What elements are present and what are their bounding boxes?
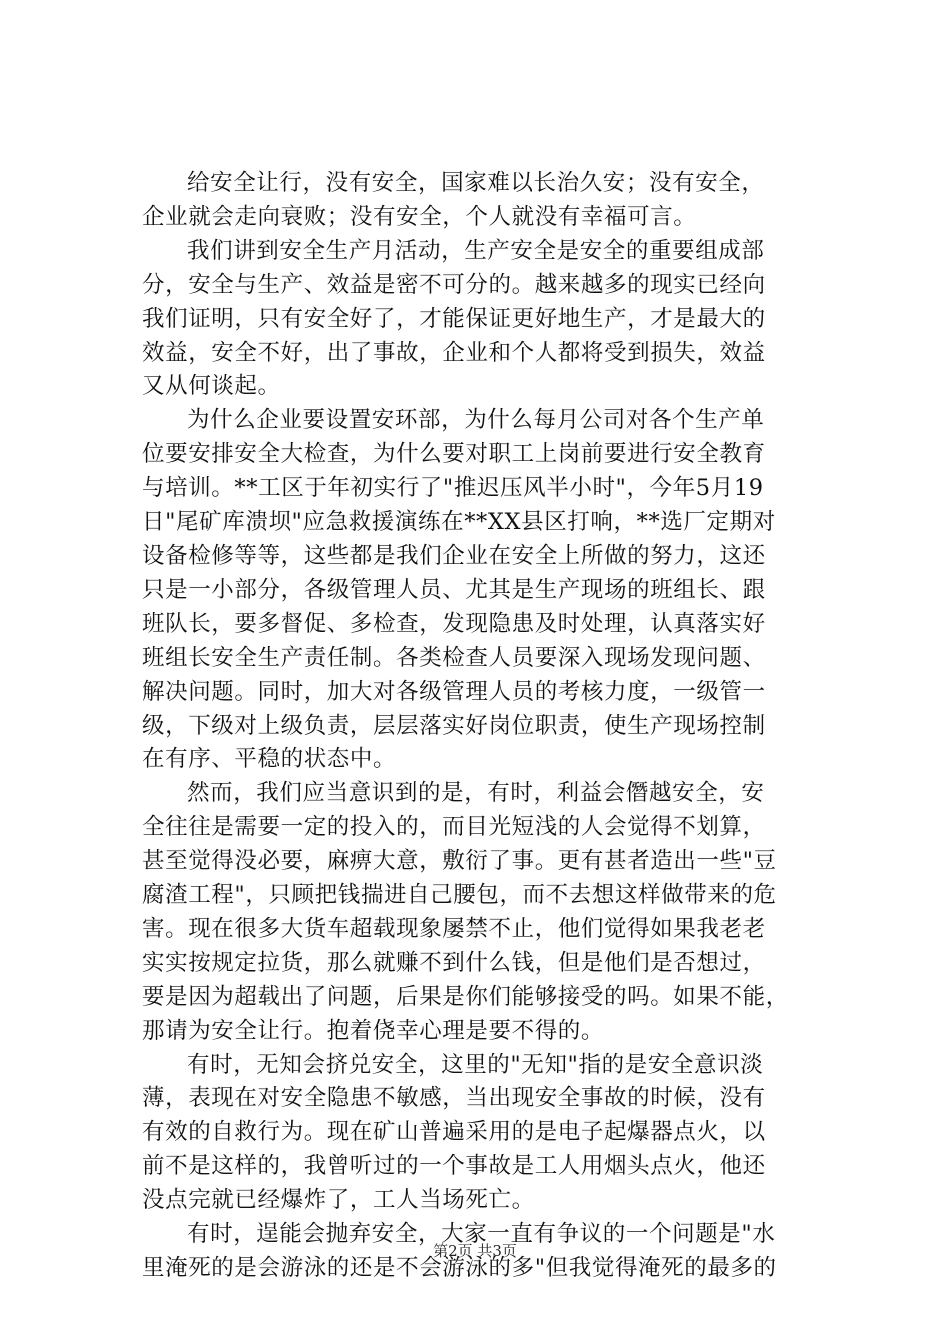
text-line: 然而，我们应当意识到的是，有时，利益会僭越安全，安 <box>187 780 765 807</box>
text-line: 有时，逞能会抛弃安全，大家一直有争议的一个问题是"水 <box>187 1221 776 1248</box>
text-line: 我们讲到安全生产月活动，生产安全是安全的重要组成部 <box>187 237 765 264</box>
text-line: 位要安排安全大检查，为什么要对职工上岗前要进行安全教育 <box>142 441 766 468</box>
text-line: 有时，无知会挤兑安全，这里的"无知"指的是安全意识淡 <box>187 1051 764 1078</box>
text-line: 效益，安全不好，出了事故，企业和个人都将受到损失，效益 <box>142 339 766 366</box>
text-line: 又从何谈起。 <box>142 373 281 400</box>
paragraph <box>142 404 842 777</box>
document-body <box>142 167 842 1286</box>
text-line: 那请为安全让行。抱着侥幸心理是要不得的。 <box>142 1017 605 1044</box>
paragraph <box>142 235 842 405</box>
paragraph <box>142 1049 842 1219</box>
text-line: 害。现在很多大货车超载现象屡禁不止，他们觉得如果我老老 <box>142 915 766 942</box>
text-line: 我们证明，只有安全好了，才能保证更好地生产，才是最大的 <box>142 305 766 332</box>
text-line: 为什么企业要设置安环部，为什么每月公司对各个生产单 <box>187 407 765 434</box>
text-line: 只是一小部分，各级管理人员、尤其是生产现场的班组长、跟 <box>142 576 766 603</box>
text-line: 腐渣工程"，只顾把钱揣进自己腰包，而不去想这样做带来的危 <box>142 882 777 909</box>
text-line: 实实按规定拉货，那么就赚不到什么钱，但是他们是否想过， <box>142 949 766 976</box>
page-footer: 第2页 共3页 <box>433 1242 517 1260</box>
text-line: 里淹死的是会游泳的还是不会游泳的多"但我觉得淹死的最多的 <box>142 1255 777 1281</box>
text-line: 甚至觉得没必要，麻痹大意，敷衍了事。更有甚者造出一些"豆 <box>142 848 777 875</box>
text-line: 要是因为超载出了问题，后果是你们能够接受的吗。如果不能， <box>142 983 789 1010</box>
text-line: 分，安全与生产、效益是密不可分的。越来越多的现实已经向 <box>142 271 766 298</box>
text-line: 日"尾矿库溃坝"应急救援演练在**XX县区打响，**选厂定期对 <box>142 509 776 536</box>
text-line: 班组长安全生产责任制。各类检查人员要深入现场发现问题、 <box>142 644 766 671</box>
text-line: 给安全让行，没有安全，国家难以长治久安；没有安全， <box>187 170 765 196</box>
text-line: 前不是这样的，我曾听过的一个事故是工人用烟头点火，他还 <box>142 1153 766 1180</box>
paragraph <box>142 167 842 235</box>
paragraph <box>142 777 842 1048</box>
text-line: 全往往是需要一定的投入的，而目光短浅的人会觉得不划算， <box>142 814 766 841</box>
text-line: 在有序、平稳的状态中。 <box>142 746 397 773</box>
text-line: 与培训。**工区于年初实行了"推迟压风半小时"，今年5月19 <box>142 475 764 502</box>
text-line: 级，下级对上级负责，层层落实好岗位职责，使生产现场控制 <box>142 712 766 739</box>
text-line: 有效的自救行为。现在矿山普遍采用的是电子起爆器点火，以 <box>142 1119 766 1146</box>
text-line: 班队长，要多督促、多检查，发现隐患及时处理，认真落实好 <box>142 610 766 637</box>
text-line: 薄，表现在对安全隐患不敏感，当出现安全事故的时候，没有 <box>142 1085 766 1112</box>
text-line: 企业就会走向衰败；没有安全，个人就没有幸福可言。 <box>142 203 697 230</box>
text-line: 设备检修等等，这些都是我们企业在安全上所做的努力，这还 <box>142 542 766 569</box>
text-line: 解决问题。同时，加大对各级管理人员的考核力度，一级管一 <box>142 678 766 705</box>
text-line: 没点完就已经爆炸了，工人当场死亡。 <box>142 1187 535 1214</box>
